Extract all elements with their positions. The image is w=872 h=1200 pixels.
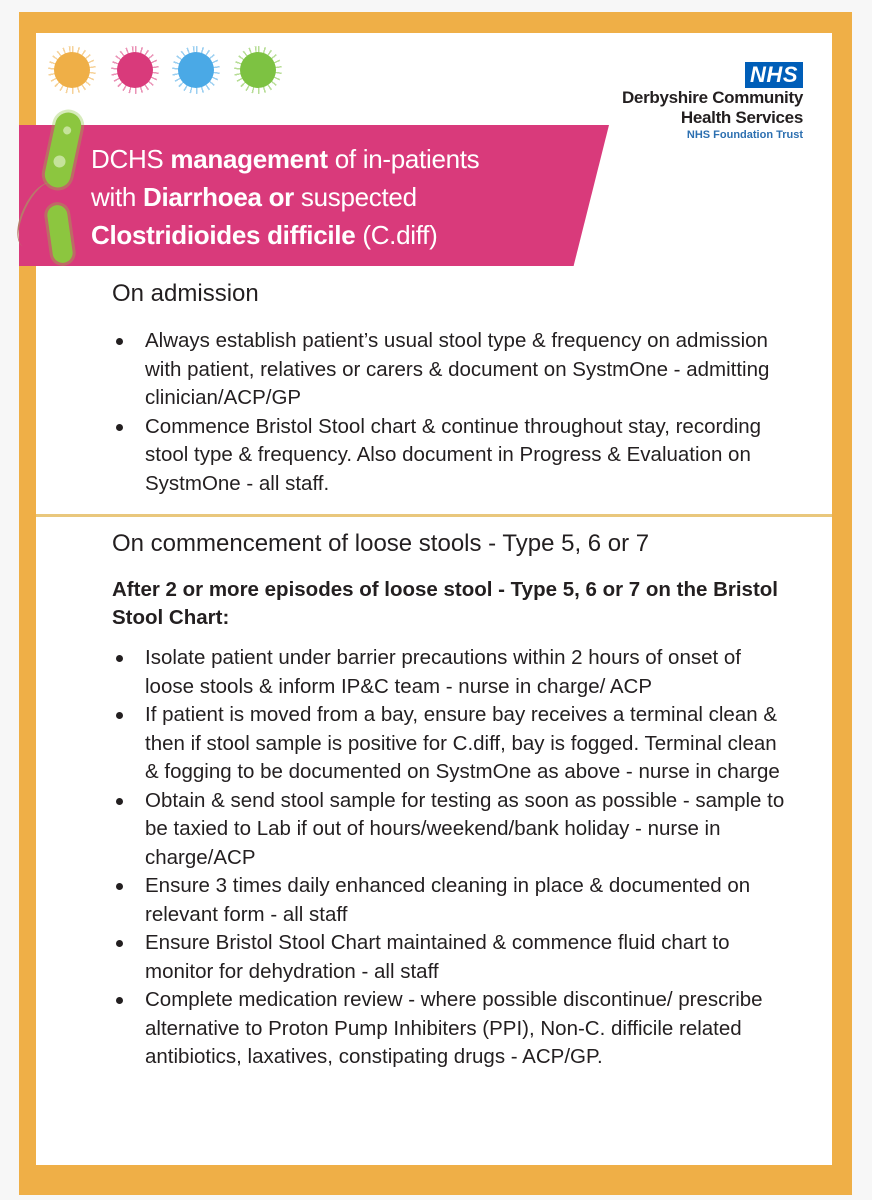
section-divider: [36, 514, 832, 517]
bullet-icon: [116, 338, 123, 345]
bullet-icon: [116, 940, 123, 947]
blue-germ-icon: [178, 52, 214, 88]
pink-germ-icon: [117, 52, 153, 88]
title-line-1: DCHS management of in-patients: [91, 144, 480, 174]
org-name-line2: Health Services: [680, 108, 803, 127]
list-item: Commence Bristol Stool chart & continue throughout stay, recording stool type & frequency. Also document in Progress & Evaluation on SystmOne - all staff.: [112, 413, 792, 499]
section-heading-on-admission: On admission: [112, 280, 259, 307]
green-germ-icon: [240, 52, 276, 88]
bullet-icon: [116, 424, 123, 431]
section-subheading: After 2 or more episodes of loose stool - Type 5, 6 or 7 on the Bristol Stool Chart:: [112, 578, 778, 629]
bullet-icon: [116, 712, 123, 719]
section-heading-loose-stools: On commencement of loose stools - Type 5, 6 or 7: [112, 530, 650, 557]
org-name-line1: Derbyshire Community: [621, 88, 803, 107]
list-item: Ensure 3 times daily enhanced cleaning in place & documented on relevant form - all staff: [112, 872, 792, 929]
page-title: [91, 140, 479, 254]
list-item: Ensure Bristol Stool Chart maintained & commence fluid chart to monitor for dehydration - all staff: [112, 929, 792, 986]
list-item: Complete medication review - where possible discontinue/ prescribe alternative to Proton Pump Inhibiters (PPI), Non-C. difficile related antibiotics, laxatives, constipating drugs - ACP/GP.: [112, 986, 792, 1072]
nhs-logo: [622, 62, 803, 142]
list-item: Obtain & send stool sample for testing as soon as possible - sample to be taxied to Lab if out of hours/weekend/bank holiday - nurse in charge/ACP: [112, 787, 792, 873]
list-item: Isolate patient under barrier precautions within 2 hours of onset of loose stools & inform IP&C team - nurse in charge/ ACP: [112, 644, 792, 701]
bullet-icon: [116, 997, 123, 1004]
list-item: Always establish patient’s usual stool type & frequency on admission with patient, relatives or carers & document on SystmOne - admitting clinician/ACP/GP: [112, 327, 792, 413]
nhs-badge: NHS: [745, 62, 803, 88]
list-item: If patient is moved from a bay, ensure bay receives a terminal clean & then if stool sample is positive for C.diff, bay is fogged. Terminal clean & fogging to be documented on SystmOne as above - nurse in charge: [112, 701, 792, 787]
bullet-icon: [116, 883, 123, 890]
admission-bullet-list: [112, 327, 792, 498]
loose-stools-bullet-list: [112, 644, 792, 1072]
orange-germ-icon: [54, 52, 90, 88]
bullet-icon: [116, 655, 123, 662]
bullet-icon: [116, 798, 123, 805]
title-line-3: Clostridioides difficile (C.diff): [91, 220, 438, 250]
org-name-line3: NHS Foundation Trust: [686, 129, 803, 141]
title-line-2: with Diarrhoea or suspected: [91, 182, 417, 212]
